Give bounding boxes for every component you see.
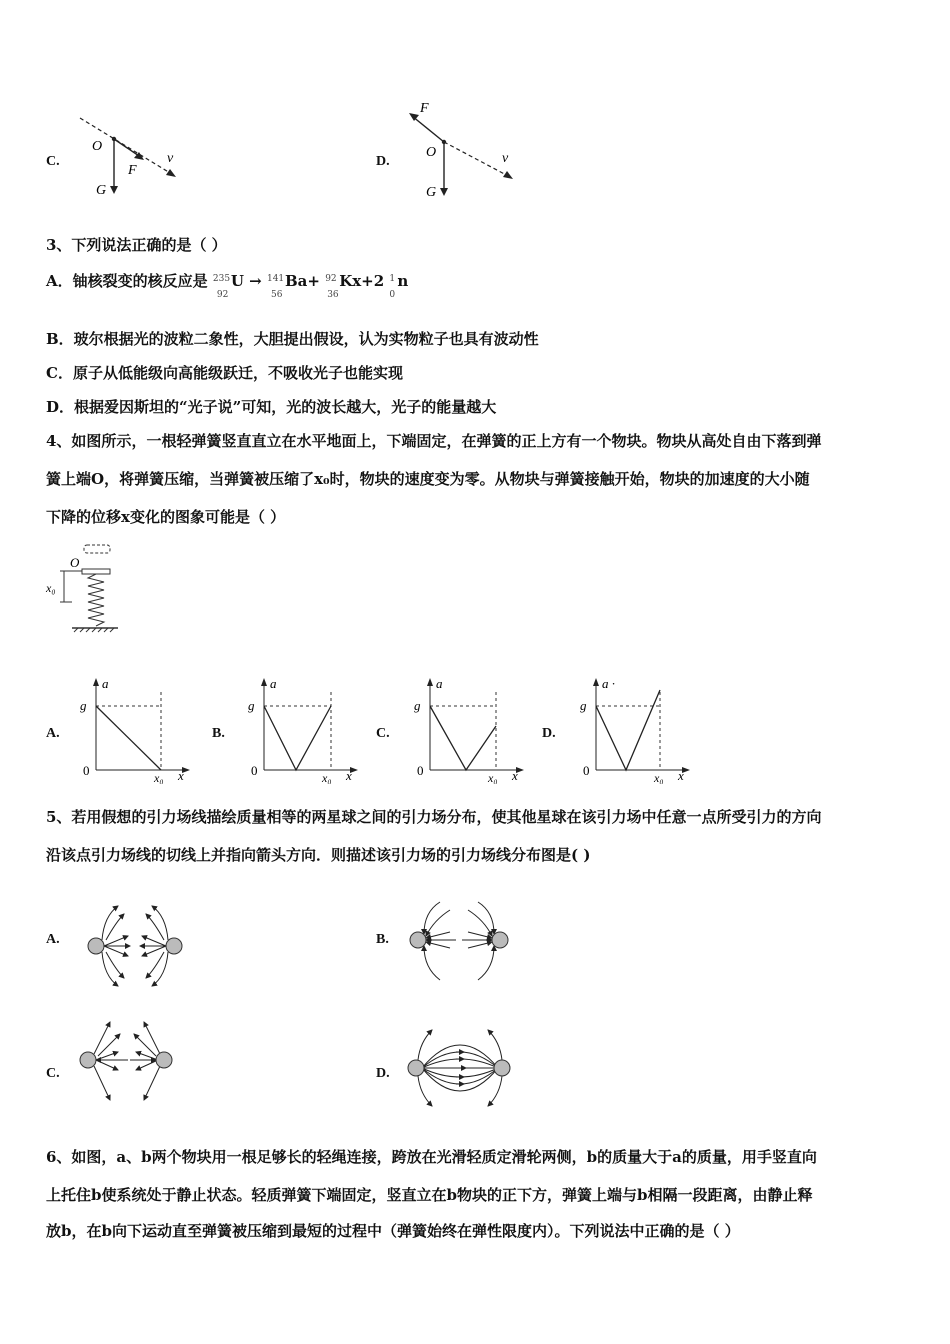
q2-option-d-diagram: [400, 98, 520, 202]
q4-line-1: 4、如图所示，一根轻弹簧竖直直立在水平地面上，下端固定，在弹簧的正上方有一个物块。物块从高处自由下落到弹: [46, 432, 822, 450]
nuclide-ba-sym: Ba+: [284, 272, 320, 290]
q3-option-d: D．根据爱因斯坦的“光子说”可知，光的波长越大，光子的能量越大: [46, 398, 497, 416]
graph-c-o: 0: [417, 763, 424, 778]
q2d-g-text: G: [426, 185, 437, 200]
q2-option-c-label: C.: [46, 154, 60, 169]
q3-option-b: B．玻尔根据光的波粒二象性，大胆提出假设，认为实物粒子也具有波动性: [46, 330, 539, 348]
q5-option-b-diagram: [406, 896, 516, 988]
q6-line-2: 上托住b使系统处于静止状态。轻质弹簧下端固定，竖直立在b物块的正下方，弹簧上端与b相隔一段距离，由静止释: [46, 1186, 813, 1204]
q6-line-3: 放b，在b向下运动直至弹簧被压缩到最短的过程中（弹簧始终在弹性限度内）。下列说法中正确的是（ ）: [46, 1222, 740, 1240]
q4-fig-x0-text: x₀: [46, 581, 56, 595]
q5-option-d-label: D.: [376, 1066, 390, 1081]
nuclide-n-z: 0: [389, 290, 396, 300]
graph-b-o: 0: [251, 763, 258, 778]
q4-graph-c: [412, 672, 532, 784]
nuclide-n-sym: n: [397, 272, 409, 290]
q4-graph-c-label: C.: [376, 726, 390, 741]
q5-line-2: 沿该点引力场线的切线上并指向箭头方向．则描述该引力场的引力场线分布图是( ): [46, 846, 591, 864]
q2c-f-text: F: [128, 163, 137, 178]
q4-line-2: 簧上端O，将弹簧压缩，当弹簧被压缩了x₀时，物块的速度变为零。从物块与弹簧接触开始，物块的加速度的大小随: [46, 470, 810, 488]
nuclide-u-mass: 235: [212, 274, 231, 284]
nuclide-kr-z: 36: [327, 290, 339, 300]
nuclide-ba-z: 56: [270, 290, 283, 300]
q5-option-a-diagram: [80, 900, 190, 992]
nuclide-u-z: 92: [216, 290, 229, 300]
q2d-o-text: O: [426, 145, 437, 160]
graph-a-x0: x₀: [154, 771, 164, 784]
nuclide-n-mass: 1: [389, 274, 396, 284]
q3-stem: 3、下列说法正确的是（ ）: [46, 236, 227, 254]
q2-option-d-label: D.: [376, 154, 390, 169]
nuclide-kr-sym: Kx+2: [339, 272, 385, 290]
graph-d-x: x: [678, 768, 684, 783]
graph-a-a: a: [102, 676, 109, 691]
nuclide-kr-mass: 92: [325, 274, 337, 284]
graph-b-g: g: [248, 698, 255, 713]
nuclide-n: [389, 272, 409, 300]
q3-option-a: [46, 272, 409, 300]
q4-fig-o-text: O: [70, 555, 80, 570]
q2c-v-text: v: [167, 151, 174, 166]
q2d-f-text: F: [420, 101, 429, 116]
nuclide-kr: [325, 272, 385, 300]
graph-c-line: [430, 706, 496, 770]
nuclide-ba-mass: 141: [266, 274, 285, 284]
graph-b-line: [264, 706, 331, 770]
graph-d-o: 0: [583, 763, 590, 778]
q4-graph-b-label: B.: [212, 726, 225, 741]
q2d-v-text: v: [502, 151, 509, 166]
graph-c-x: x: [512, 768, 518, 783]
graph-d-a: a ·: [602, 676, 615, 691]
q4-spring-figure: [44, 540, 124, 635]
q3-option-c: C．原子从低能级向高能级跃迁，不吸收光子也能实现: [46, 364, 403, 382]
q5-option-a-label: A.: [46, 932, 60, 947]
q5-option-b-label: B.: [376, 932, 389, 947]
graph-b-x0: x₀: [322, 771, 332, 784]
q3-option-a-prefix: A．铀核裂变的核反应是: [46, 272, 208, 290]
nuclide-u-sym: U →: [230, 272, 262, 290]
graph-c-a: a: [436, 676, 443, 691]
q6-line-1: 6、如图，a、b两个物块用一根足够长的轻绳连接，跨放在光滑轻质定滑轮两侧，b的质量大于a的质量，用手竖直向: [46, 1148, 817, 1166]
graph-c-g: g: [414, 698, 421, 713]
q5-line-1: 5、若用假想的引力场线描绘质量相等的两星球之间的引力场分布，使其他星球在该引力场中任意一点所受引力的方向: [46, 808, 822, 826]
graph-c-x0: x₀: [488, 771, 498, 784]
q4-graph-a-label: A.: [46, 726, 60, 741]
q2c-g-text: G: [96, 183, 107, 198]
q5-option-c-diagram: [74, 1016, 184, 1108]
graph-d-g: g: [580, 698, 587, 713]
nuclide-u: [212, 272, 262, 300]
graph-a-g: g: [80, 698, 87, 713]
q4-graph-d: [578, 672, 698, 784]
graph-b-x: x: [346, 768, 352, 783]
nuclide-ba: [266, 272, 320, 300]
q5-option-c-label: C.: [46, 1066, 60, 1081]
graph-a-o: 0: [83, 763, 90, 778]
graph-d-x0: x₀: [654, 771, 664, 784]
graph-d-line: [596, 690, 660, 770]
q4-graph-a: [78, 672, 198, 784]
graph-a-x: x: [178, 768, 184, 783]
graph-b-a: a: [270, 676, 277, 691]
q2c-o-text: O: [92, 139, 103, 154]
q4-graph-b: [246, 672, 366, 784]
q4-line-3: 下降的位移x变化的图象可能是（ ）: [46, 508, 286, 526]
q5-option-d-diagram: [402, 1022, 518, 1114]
q4-graph-d-label: D.: [542, 726, 556, 741]
graph-a-line: [96, 706, 161, 770]
q2-option-c-diagram: [70, 108, 190, 200]
